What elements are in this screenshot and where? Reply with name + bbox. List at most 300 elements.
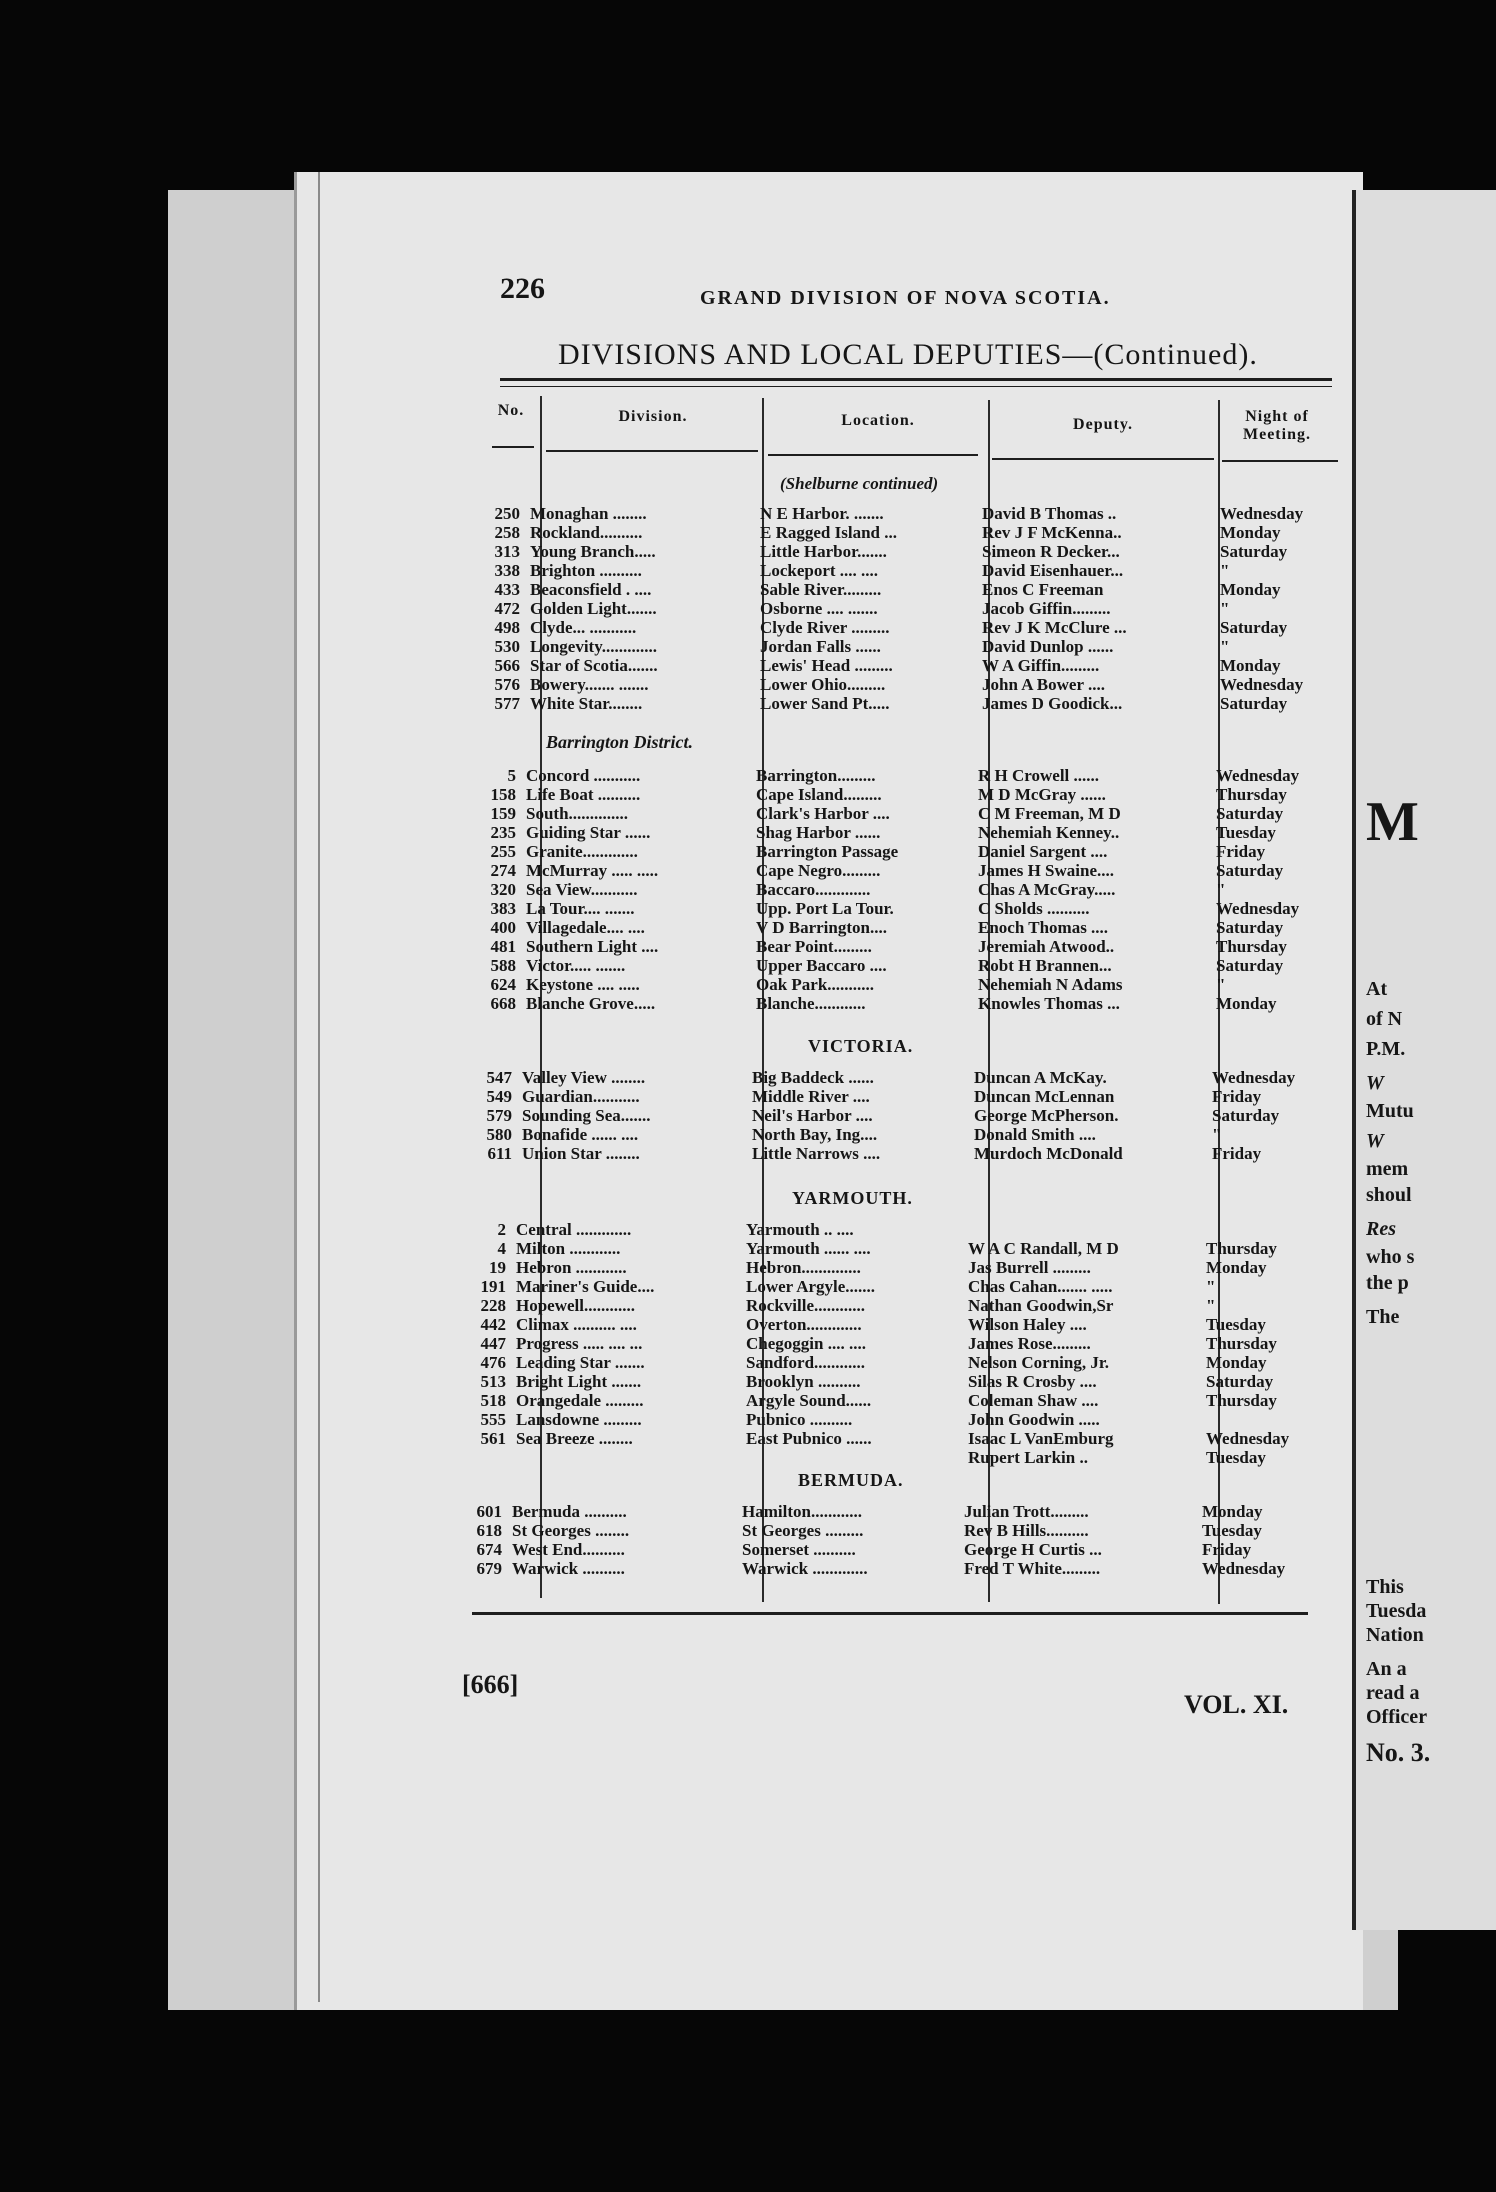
cell-location: Yarmouth .. .... xyxy=(746,1220,854,1239)
cell-division: Clyde... ........... xyxy=(530,618,637,637)
cell-deputy: Murdoch McDonald xyxy=(974,1144,1123,1163)
cell-division: Leading Star ....... xyxy=(516,1353,645,1372)
cell-deputy: George McPherson. xyxy=(974,1106,1119,1125)
facing-page xyxy=(1352,190,1496,1930)
cell-location: Upper Baccaro .... xyxy=(756,956,887,975)
table-row xyxy=(466,1353,1326,1372)
cell-night: Thursday xyxy=(1206,1391,1277,1410)
cell-no: 274 xyxy=(490,861,516,880)
cell-location: Sandford............ xyxy=(746,1353,866,1372)
table-row xyxy=(466,1239,1326,1258)
facing-page-text: who s xyxy=(1366,1246,1415,1268)
cell-deputy: R H Crowell ...... xyxy=(978,766,1100,785)
facing-page-text: M xyxy=(1366,791,1419,853)
page-edge-line xyxy=(318,172,320,2002)
facing-page-text: mem xyxy=(1366,1158,1409,1180)
cell-night: Monday xyxy=(1202,1502,1263,1521)
cell-deputy: W A C Randall, M D xyxy=(968,1239,1119,1258)
table-row xyxy=(472,1144,1332,1163)
cell-deputy: M D McGray ...... xyxy=(978,785,1106,804)
cell-deputy: James Rose......... xyxy=(968,1334,1091,1353)
cell-no: 320 xyxy=(490,880,516,899)
cell-no: 668 xyxy=(490,994,516,1013)
cell-no: 518 xyxy=(480,1391,506,1410)
cell-deputy: Rupert Larkin .. xyxy=(968,1448,1088,1467)
cell-no: 258 xyxy=(494,523,520,542)
cell-no: 4 xyxy=(497,1239,506,1258)
cell-night: Monday xyxy=(1216,994,1277,1013)
table-row xyxy=(466,1372,1326,1391)
cell-no: 447 xyxy=(480,1334,506,1353)
table-row xyxy=(476,804,1336,823)
cell-location: Rockville............ xyxy=(746,1296,865,1315)
cell-deputy: Rev B Hills.......... xyxy=(964,1521,1089,1540)
cell-deputy: Jas Burrell ......... xyxy=(968,1258,1091,1277)
subsection-barrington: Barrington District. xyxy=(546,732,694,752)
cell-deputy: Rev J K McClure ... xyxy=(982,618,1127,637)
cell-no: 19 xyxy=(489,1258,506,1277)
table-row xyxy=(472,1068,1332,1087)
cell-division: Orangedale ......... xyxy=(516,1391,644,1410)
cell-deputy: Wilson Haley .... xyxy=(968,1315,1087,1334)
cell-division: Guardian........... xyxy=(522,1087,640,1106)
cell-location: Lower Ohio......... xyxy=(760,675,886,694)
cell-division: Keystone .... ..... xyxy=(526,975,640,994)
cell-location: Little Harbor....... xyxy=(760,542,887,561)
cell-deputy: John A Bower .... xyxy=(982,675,1105,694)
facing-page-text: P.M. xyxy=(1366,1038,1406,1060)
cell-division: Brighton .......... xyxy=(530,561,642,580)
cell-location: Argyle Sound...... xyxy=(746,1391,872,1410)
cell-division: Central ............. xyxy=(516,1220,632,1239)
cell-division: Life Boat .......... xyxy=(526,785,641,804)
cell-no: 5 xyxy=(507,766,516,785)
cell-location: Hebron.............. xyxy=(746,1258,861,1277)
cell-no: 476 xyxy=(480,1353,506,1372)
cell-no: 679 xyxy=(476,1559,502,1578)
table-row xyxy=(480,599,1340,618)
column-header-location: Location. xyxy=(841,412,915,429)
cell-location: Cape Island......... xyxy=(756,785,882,804)
header-underline xyxy=(546,450,758,452)
column-header-night-line: Meeting. xyxy=(1243,426,1311,443)
cell-deputy: Robt H Brannen... xyxy=(978,956,1112,975)
cell-division: La Tour.... ....... xyxy=(526,899,635,918)
cell-location: Somerset .......... xyxy=(742,1540,856,1559)
table-row xyxy=(472,1087,1332,1106)
facing-page-text: the p xyxy=(1366,1272,1409,1294)
cell-night: Monday xyxy=(1206,1258,1267,1277)
cell-division: Warwick .......... xyxy=(512,1559,625,1578)
cell-night: Thursday xyxy=(1206,1239,1277,1258)
cell-deputy: Enos C Freeman xyxy=(982,580,1104,599)
cell-location: Warwick ............. xyxy=(742,1559,868,1578)
cell-division: Bowery....... ....... xyxy=(530,675,649,694)
cell-no: 513 xyxy=(480,1372,506,1391)
table-row xyxy=(480,523,1340,542)
table-row xyxy=(476,937,1336,956)
cell-location: Shag Harbor ...... xyxy=(756,823,881,842)
cell-night: Wednesday xyxy=(1220,504,1304,523)
cell-no: 400 xyxy=(490,918,516,937)
cell-location: Brooklyn .......... xyxy=(746,1372,861,1391)
cell-no: 547 xyxy=(486,1068,512,1087)
cell-no: 481 xyxy=(490,937,516,956)
cell-location: V D Barrington.... xyxy=(756,918,887,937)
cell-location: Baccaro............. xyxy=(756,880,871,899)
facing-page-text: W xyxy=(1366,1072,1384,1094)
cell-deputy: David B Thomas .. xyxy=(982,504,1117,523)
table-row xyxy=(476,899,1336,918)
cell-deputy: George H Curtis ... xyxy=(964,1540,1102,1559)
cell-night: Wednesday xyxy=(1220,675,1304,694)
facing-page-text: Mutu xyxy=(1366,1100,1414,1122)
cell-location: Clark's Harbor .... xyxy=(756,804,890,823)
cell-division: Milton ............ xyxy=(516,1239,621,1258)
cell-night: Tuesday xyxy=(1206,1448,1266,1467)
cell-division: St Georges ........ xyxy=(512,1521,630,1540)
table-row xyxy=(462,1521,1322,1540)
cell-deputy: Knowles Thomas ... xyxy=(978,994,1120,1013)
cell-location: Oak Park........... xyxy=(756,975,875,994)
header-underline xyxy=(992,458,1214,460)
cell-no: 191 xyxy=(480,1277,506,1296)
cell-night: Friday xyxy=(1212,1087,1262,1106)
cell-night: Saturday xyxy=(1216,956,1284,975)
cell-division: Sounding Sea....... xyxy=(522,1106,651,1125)
cell-deputy: Duncan McLennan xyxy=(974,1087,1115,1106)
cell-location: Chegoggin .... .... xyxy=(746,1334,866,1353)
cell-night: Monday xyxy=(1206,1353,1267,1372)
cell-division: Villagedale.... .... xyxy=(526,918,645,937)
cell-no: 566 xyxy=(494,656,520,675)
cell-division: Hebron ............ xyxy=(516,1258,627,1277)
cell-no: 158 xyxy=(490,785,516,804)
cell-location: Cape Negro......... xyxy=(756,861,881,880)
cell-no: 235 xyxy=(490,823,516,842)
cell-no: 549 xyxy=(486,1087,512,1106)
cell-deputy: Nelson Corning, Jr. xyxy=(968,1353,1110,1372)
cell-location: E Ragged Island ... xyxy=(760,523,897,542)
cell-division: Rockland.......... xyxy=(530,523,643,542)
cell-night: Tuesday xyxy=(1216,823,1276,842)
cell-division: Blanche Grove..... xyxy=(526,994,656,1013)
column-header-deputy: Deputy. xyxy=(1073,416,1133,433)
cell-no: 579 xyxy=(486,1106,512,1125)
cell-division: West End.......... xyxy=(512,1540,625,1559)
cell-location: Upp. Port La Tour. xyxy=(756,899,894,918)
cell-night: Monday xyxy=(1220,523,1281,542)
table-row xyxy=(480,675,1340,694)
table-row xyxy=(476,861,1336,880)
cell-division: Southern Light .... xyxy=(526,937,659,956)
cell-no: 250 xyxy=(494,504,520,523)
table-row xyxy=(476,918,1336,937)
cell-no: 618 xyxy=(476,1521,502,1540)
cell-location: Neil's Harbor .... xyxy=(752,1106,873,1125)
header-underline xyxy=(1222,460,1338,462)
region-heading-bermuda: BERMUDA. xyxy=(798,1470,904,1490)
cell-location: Barrington Passage xyxy=(756,842,899,861)
cell-location: Hamilton............ xyxy=(742,1502,862,1521)
cell-deputy: Julian Trott......... xyxy=(964,1502,1089,1521)
facing-page-text: W xyxy=(1366,1130,1384,1152)
table-row xyxy=(480,618,1340,637)
cell-division: Union Star ........ xyxy=(522,1144,640,1163)
table-row xyxy=(480,542,1340,561)
cell-no: 580 xyxy=(486,1125,512,1144)
cell-location: Pubnico .......... xyxy=(746,1410,853,1429)
cell-location: Overton............. xyxy=(746,1315,862,1334)
cell-no: 498 xyxy=(494,618,520,637)
cell-no: 611 xyxy=(487,1144,512,1163)
cell-location: Little Narrows .... xyxy=(752,1144,881,1163)
cell-division: White Star........ xyxy=(530,694,643,713)
cell-location: Jordan Falls ...... xyxy=(760,637,881,656)
cell-division: Mariner's Guide.... xyxy=(516,1277,655,1296)
table-row xyxy=(462,1540,1322,1559)
table-row xyxy=(480,580,1340,599)
table-row xyxy=(466,1220,1326,1239)
cell-night: Saturday xyxy=(1220,542,1288,561)
cell-night: Saturday xyxy=(1220,618,1288,637)
cell-night: Wednesday xyxy=(1202,1559,1286,1578)
region-heading-victoria: VICTORIA. xyxy=(808,1036,914,1056)
cell-no: 588 xyxy=(490,956,516,975)
cell-night: Wednesday xyxy=(1216,899,1300,918)
cell-location: N E Harbor. ....... xyxy=(760,504,884,523)
cell-no: 228 xyxy=(480,1296,506,1315)
cell-no: 577 xyxy=(494,694,520,713)
cell-deputy: Duncan A McKay. xyxy=(974,1068,1107,1087)
page-number: 226 xyxy=(500,272,545,305)
cell-deputy: David Dunlop ...... xyxy=(982,637,1114,656)
cell-night: Saturday xyxy=(1216,804,1284,823)
table-row xyxy=(476,766,1336,785)
cell-division: Beaconsfield . .... xyxy=(530,580,652,599)
cell-deputy: Chas Cahan....... ..... xyxy=(968,1277,1113,1296)
facing-page-text: shoul xyxy=(1366,1184,1412,1206)
cell-deputy: John Goodwin ..... xyxy=(968,1410,1100,1429)
section-title: DIVISIONS AND LOCAL DEPUTIES—(Continued). xyxy=(558,338,1258,371)
cell-night: " xyxy=(1206,1277,1216,1296)
facing-page-text: read a xyxy=(1366,1682,1420,1704)
cell-deputy: Fred T White......... xyxy=(964,1559,1101,1578)
cell-night: " xyxy=(1220,599,1230,618)
cell-location: Big Baddeck ...... xyxy=(752,1068,874,1087)
cell-division: Golden Light....... xyxy=(530,599,657,618)
cell-division: Sea Breeze ........ xyxy=(516,1429,633,1448)
cell-night: Monday xyxy=(1220,580,1281,599)
cell-division: Bright Light ....... xyxy=(516,1372,642,1391)
table-row xyxy=(472,1125,1332,1144)
cell-deputy: Donald Smith .... xyxy=(974,1125,1096,1144)
running-head: GRAND DIVISION OF NOVA SCOTIA. xyxy=(700,287,1111,309)
cell-location: Lewis' Head ......... xyxy=(760,656,893,675)
cell-no: 433 xyxy=(494,580,520,599)
table-row xyxy=(466,1315,1326,1334)
cell-deputy: Silas R Crosby .... xyxy=(968,1372,1097,1391)
table-row xyxy=(466,1277,1326,1296)
header-underline xyxy=(492,446,534,448)
cell-deputy: Rev J F McKenna.. xyxy=(982,523,1122,542)
cell-division: Concord ........... xyxy=(526,766,641,785)
cell-no: 576 xyxy=(494,675,520,694)
table-row xyxy=(466,1410,1326,1429)
table-row xyxy=(480,504,1340,523)
table-row xyxy=(480,694,1340,713)
cell-deputy: Nehemiah N Adams xyxy=(978,975,1123,994)
cell-night: Thursday xyxy=(1206,1334,1277,1353)
cell-division: Guiding Star ...... xyxy=(526,823,651,842)
title-rule xyxy=(500,386,1332,387)
cell-night: Saturday xyxy=(1216,861,1284,880)
table-row xyxy=(476,956,1336,975)
cell-division: Sea View........... xyxy=(526,880,638,899)
cell-night: Saturday xyxy=(1212,1106,1280,1125)
footer-volume: VOL. XI. xyxy=(1184,1690,1289,1719)
cell-deputy: Coleman Shaw .... xyxy=(968,1391,1099,1410)
cell-division: Granite............. xyxy=(526,842,638,861)
table-row xyxy=(466,1429,1326,1448)
column-header-no: No. xyxy=(497,402,525,419)
cell-night: " xyxy=(1220,561,1230,580)
cell-night: " xyxy=(1216,880,1226,899)
cell-location: Clyde River ......... xyxy=(760,618,890,637)
cell-division: Bermuda .......... xyxy=(512,1502,627,1521)
table-row xyxy=(466,1334,1326,1353)
cell-location: Sable River......... xyxy=(760,580,882,599)
cell-night: Monday xyxy=(1220,656,1281,675)
cell-location: North Bay, Ing.... xyxy=(752,1125,878,1144)
cell-location: East Pubnico ...... xyxy=(746,1429,872,1448)
cell-location: Lower Argyle....... xyxy=(746,1277,876,1296)
cell-division: Bonafide ...... .... xyxy=(522,1125,639,1144)
table-row xyxy=(476,823,1336,842)
cell-deputy: C M Freeman, M D xyxy=(978,804,1121,823)
cell-night: " xyxy=(1206,1296,1216,1315)
cell-division: South.............. xyxy=(526,804,629,823)
table-row xyxy=(476,842,1336,861)
cell-deputy: James D Goodick... xyxy=(982,694,1123,713)
cell-deputy: W A Giffin......... xyxy=(982,656,1100,675)
facing-page-text: An a xyxy=(1366,1658,1407,1680)
cell-night: Wednesday xyxy=(1206,1429,1290,1448)
cell-division: Valley View ........ xyxy=(522,1068,646,1087)
table-row xyxy=(472,1106,1332,1125)
cell-no: 624 xyxy=(490,975,516,994)
table-row xyxy=(466,1296,1326,1315)
cell-deputy: James H Swaine.... xyxy=(978,861,1114,880)
table-row xyxy=(480,656,1340,675)
footer-page-reference: [666] xyxy=(462,1670,519,1699)
table-row xyxy=(480,637,1340,656)
cell-division: Lansdowne ......... xyxy=(516,1410,642,1429)
cell-deputy: Nehemiah Kenney.. xyxy=(978,823,1120,842)
cell-night: Wednesday xyxy=(1212,1068,1296,1087)
cell-no: 601 xyxy=(476,1502,502,1521)
facing-page-text: The xyxy=(1366,1306,1400,1328)
facing-page-text: Res xyxy=(1366,1218,1396,1240)
cell-location: Yarmouth ...... .... xyxy=(746,1239,871,1258)
cell-location: Barrington......... xyxy=(756,766,876,785)
cell-night: Thursday xyxy=(1216,937,1287,956)
cell-deputy: Simeon R Decker... xyxy=(982,542,1120,561)
table-row xyxy=(476,880,1336,899)
cell-no: 313 xyxy=(494,542,520,561)
cell-night: Thursday xyxy=(1216,785,1287,804)
cell-night: Friday xyxy=(1216,842,1266,861)
cell-division: Victor..... ....... xyxy=(526,956,626,975)
cell-deputy: Isaac L VanEmburg xyxy=(968,1429,1114,1448)
cell-no: 2 xyxy=(497,1220,506,1239)
facing-page-text: No. 3. xyxy=(1366,1738,1431,1767)
cell-division: Progress ..... .... ... xyxy=(516,1334,643,1353)
table-row xyxy=(480,561,1340,580)
cell-division: Star of Scotia....... xyxy=(530,656,658,675)
cell-no: 159 xyxy=(490,804,516,823)
table-bottom-rule xyxy=(472,1612,1308,1615)
cell-night: " xyxy=(1220,637,1230,656)
cell-division: Monaghan ........ xyxy=(530,504,647,523)
cell-no: 530 xyxy=(494,637,520,656)
cell-no: 442 xyxy=(480,1315,506,1334)
cell-deputy: Daniel Sargent .... xyxy=(978,842,1108,861)
table-row xyxy=(466,1258,1326,1277)
cell-division: Climax .......... .... xyxy=(516,1315,637,1334)
header-underline xyxy=(768,454,978,456)
cell-no: 383 xyxy=(490,899,516,918)
table-row xyxy=(466,1448,1326,1467)
cell-deputy: Enoch Thomas .... xyxy=(978,918,1109,937)
cell-location: Osborne .... ....... xyxy=(760,599,878,618)
cell-night: Friday xyxy=(1202,1540,1252,1559)
column-header-night xyxy=(1222,408,1332,444)
cell-night: Saturday xyxy=(1206,1372,1274,1391)
cell-no: 472 xyxy=(494,599,520,618)
cell-division: McMurray ..... ..... xyxy=(526,861,659,880)
cell-no: 338 xyxy=(494,561,520,580)
table-row xyxy=(462,1559,1322,1578)
cell-location: Middle River .... xyxy=(752,1087,870,1106)
cell-deputy: Jacob Giffin......... xyxy=(982,599,1111,618)
cell-deputy: C Sholds .......... xyxy=(978,899,1090,918)
cell-division: Longevity............. xyxy=(530,637,658,656)
cell-location: St Georges ......... xyxy=(742,1521,864,1540)
table-row xyxy=(476,975,1336,994)
title-rule xyxy=(500,378,1332,381)
cell-no: 561 xyxy=(480,1429,506,1448)
facing-page-text: Nation xyxy=(1366,1624,1424,1646)
cell-location: Lockeport .... .... xyxy=(760,561,879,580)
cell-night: Tuesday xyxy=(1206,1315,1266,1334)
region-heading-yarmouth: YARMOUTH. xyxy=(792,1188,913,1208)
facing-page-text: At xyxy=(1366,978,1388,1000)
table-row xyxy=(476,785,1336,804)
table-row xyxy=(462,1502,1322,1521)
cell-night: Tuesday xyxy=(1202,1521,1262,1540)
cell-division: Hopewell............ xyxy=(516,1296,635,1315)
cell-no: 674 xyxy=(476,1540,502,1559)
cell-deputy: David Eisenhauer... xyxy=(982,561,1124,580)
cell-no: 555 xyxy=(480,1410,506,1429)
cell-night: Friday xyxy=(1212,1144,1262,1163)
cell-location: Blanche............ xyxy=(756,994,866,1013)
subsection-shelburne: (Shelburne continued) xyxy=(780,474,939,493)
facing-page-text: of N xyxy=(1366,1008,1403,1030)
cell-deputy: Nathan Goodwin,Sr xyxy=(968,1296,1114,1315)
cell-night: Wednesday xyxy=(1216,766,1300,785)
